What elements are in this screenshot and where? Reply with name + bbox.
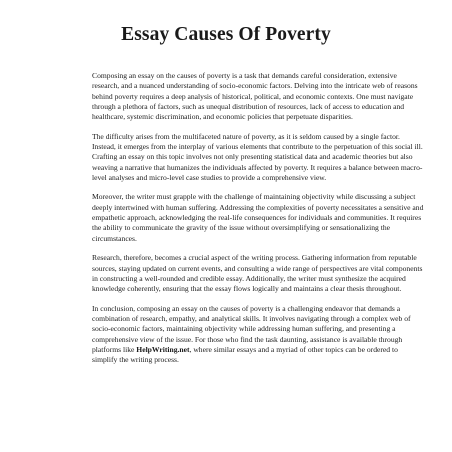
document-body [92,71,425,366]
conclusion-text-before: In conclusion, composing an essay on the causes of poverty is a challenging endeavor that demands a combination of research, empathy, and analytical skills. It involves navigating through a complex web of socio-economic factors, maintaining objectivity while addressing human suffering, and presenting a comprehensive view of the issue. For those who find the task daunting, assistance is available through platforms like [92,303,411,354]
helpwriting-link[interactable]: HelpWriting.net [136,344,190,354]
paragraph-research: Research, therefore, becomes a crucial aspect of the writing process. Gathering information from reputable sources, staying updated on current events, and consulting a wide range of perspectives are vital components in constructing a well-rounded and credible essay. Additionally, the writer must synthesize the acquired knowledge coherently, ensuring that the essay flows logically and maintains a clear thesis throughout. [92,253,423,294]
paragraph-conclusion [92,304,425,366]
conclusion-text-after: , where similar essays and a myriad of other topics can be ordered to simplify the writing process. [92,344,398,365]
paragraph-objectivity: Moreover, the writer must grapple with the challenge of maintaining objectivity while discussing a subject deeply intertwined with human suffering. Addressing the complexities of poverty necessitates a sensitive and empathetic approach, acknowledging the real-life consequences for individuals and communities. It requires the ability to communicate the gravity of the issue without oversimplifying or sensationalizing the circumstances. [92,192,424,243]
paragraph-intro: Composing an essay on the causes of poverty is a task that demands careful consideration, extensive research, and a nuanced understanding of socio-economic factors. Delving into the intricate web of reasons behind poverty requires a deep analysis of historical, political, and economic contexts. One must navigate through a plethora of factors, such as unequal distribution of resources, lack of access to education and healthcare, systemic discrimination, and economic policies that perpetuate disparities. [92,71,418,122]
document-title: Essay Causes Of Poverty [121,24,331,45]
paragraph-difficulty: The difficulty arises from the multifaceted nature of poverty, as it is seldom caused by a single factor. Instead, it emerges from the interplay of various elements that contribute to the perpetuation of this social ill. Crafting an essay on this topic involves not only presenting statistical data and academic theories but also weaving a narrative that humanizes the individuals affected by poverty. It requires a balance between macro-level analyses and micro-level case studies to provide a comprehensive view. [92,131,423,183]
